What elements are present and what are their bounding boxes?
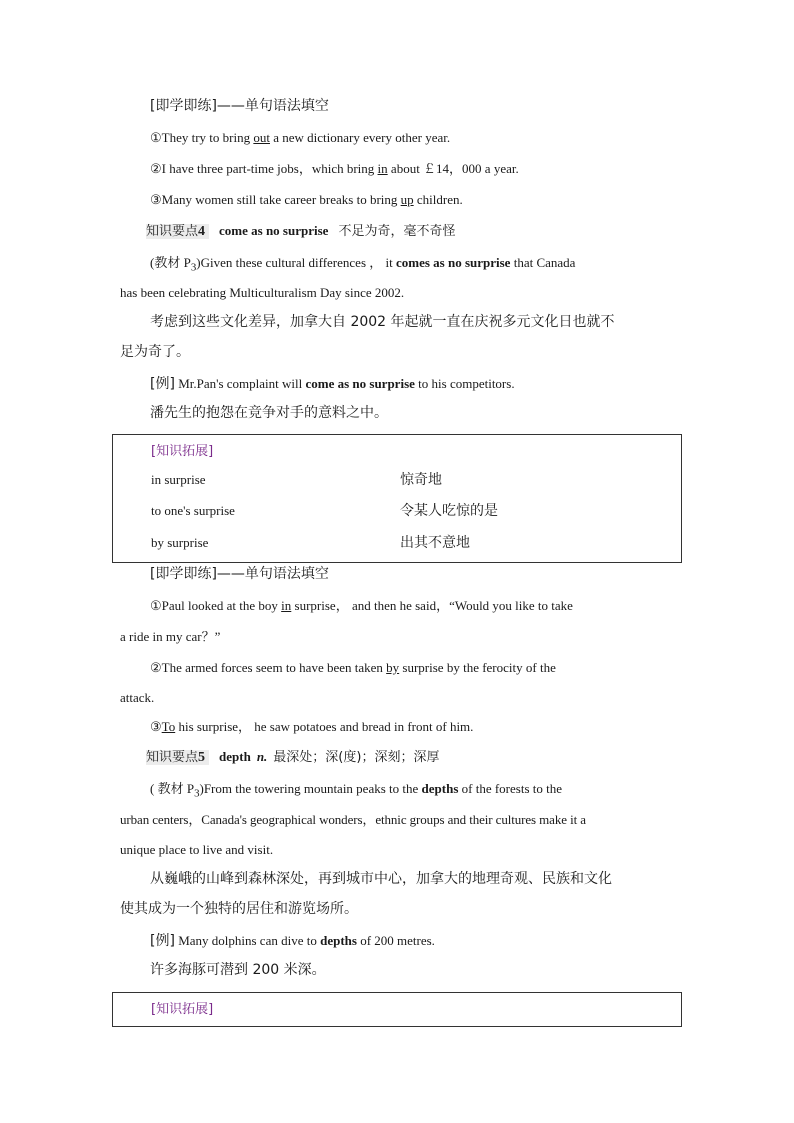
answer-in: in	[377, 161, 388, 176]
extension-phrase: by surprise	[151, 535, 209, 550]
exercise-2-sentence-1: ①Paul looked at the boy in surprise， and then he said，“Would you like to take	[150, 598, 573, 613]
knowledge-extension-box-1	[112, 434, 682, 563]
knowledge-point-tag: 知识要点4	[146, 224, 209, 239]
exercise-1-sentence-2: ②I have three part-time jobs，which bring in about ￡14，000 a year.	[150, 161, 519, 176]
exercise-2-sentence-2: ②The armed forces seem to have been taken by surprise by the ferocity of the	[150, 660, 556, 675]
knowledge-point-4-heading	[146, 221, 455, 242]
point-4-source-line-1: (教材 $P_3)Given$ these cultural differences ， it comes as no surprise that Canada	[150, 255, 576, 274]
part-of-speech: n.	[256, 749, 268, 764]
point-4-example: [例] Mr.Pan's complaint will come as no surprise to his competitors.	[150, 376, 515, 392]
point-5-source-line-2: urban centers，Canada's geographical wonders，ethnic groups and their cultures make it a	[120, 812, 586, 827]
point-term: depth	[219, 749, 251, 764]
practice-title-2: [即学即练]——单句语法填空	[150, 566, 329, 582]
point-5-source-line-1: ( 教材 $P_3)From$ the towering mountain peaks to the depths of the forests to the	[150, 781, 563, 800]
extension-phrase: to one's surprise	[151, 503, 235, 518]
extension-meaning: 令某人吃惊的是	[400, 503, 498, 519]
point-4-source-line-2: has been celebrating Multiculturalism Day since 2002.	[120, 285, 405, 300]
exercise-1-sentence-1: ①They try to bring out a new dictionary every other year.	[150, 130, 451, 145]
answer-to: To	[161, 719, 176, 734]
point-5-translation-line-2: 使其成为一个独特的居住和游览场所。	[120, 901, 358, 917]
point-term: come as no surprise	[219, 223, 329, 238]
answer-out: out	[253, 130, 270, 145]
point-4-translation-line-1: 考虑到这些文化差异，加拿大自 2002 年起就一直在庆祝多元文化日也就不	[150, 314, 615, 330]
point-meaning: 不足为奇，毫不奇怪	[338, 224, 456, 239]
knowledge-point-5-heading	[146, 747, 439, 768]
exercise-2-sentence-2-line-2: attack.	[120, 690, 155, 705]
point-5-example-translation: 许多海豚可潜到 200 米深。	[150, 962, 326, 978]
answer-up: up	[400, 192, 414, 207]
point-5-source-line-3: unique place to live and visit.	[120, 842, 274, 857]
point-5-example: [例] Many dolphins can dive to depths of 200 metres.	[150, 933, 435, 949]
extension-title: [知识拓展]	[151, 1002, 214, 1017]
exercise-2-sentence-3: ③To his surprise， he saw potatoes and bread in front of him.	[150, 719, 474, 734]
point-meaning: 最深处；深(度)；深刻；深厚	[273, 750, 440, 765]
point-5-translation-line-1: 从巍峨的山峰到森林深处，再到城市中心，加拿大的地理奇观、民族和文化	[150, 871, 612, 887]
extension-title: [知识拓展]	[151, 444, 214, 459]
extension-meaning: 出其不意地	[400, 535, 470, 551]
answer-by: by	[386, 660, 400, 675]
exercise-2-sentence-1-line-2: a ride in my car？”	[120, 629, 221, 644]
knowledge-extension-box-2	[112, 992, 682, 1027]
extension-phrase: in surprise	[151, 472, 206, 487]
practice-title-1: [即学即练]——单句语法填空	[150, 98, 329, 114]
point-4-translation-line-2: 足为奇了。	[120, 344, 190, 360]
extension-meaning: 惊奇地	[400, 472, 442, 488]
point-4-example-translation: 潘先生的抱怨在竞争对手的意料之中。	[150, 405, 388, 421]
exercise-1-sentence-3: ③Many women still take career breaks to bring up children.	[150, 192, 463, 207]
answer-in: in	[281, 598, 292, 613]
knowledge-point-tag: 知识要点5	[146, 750, 209, 765]
